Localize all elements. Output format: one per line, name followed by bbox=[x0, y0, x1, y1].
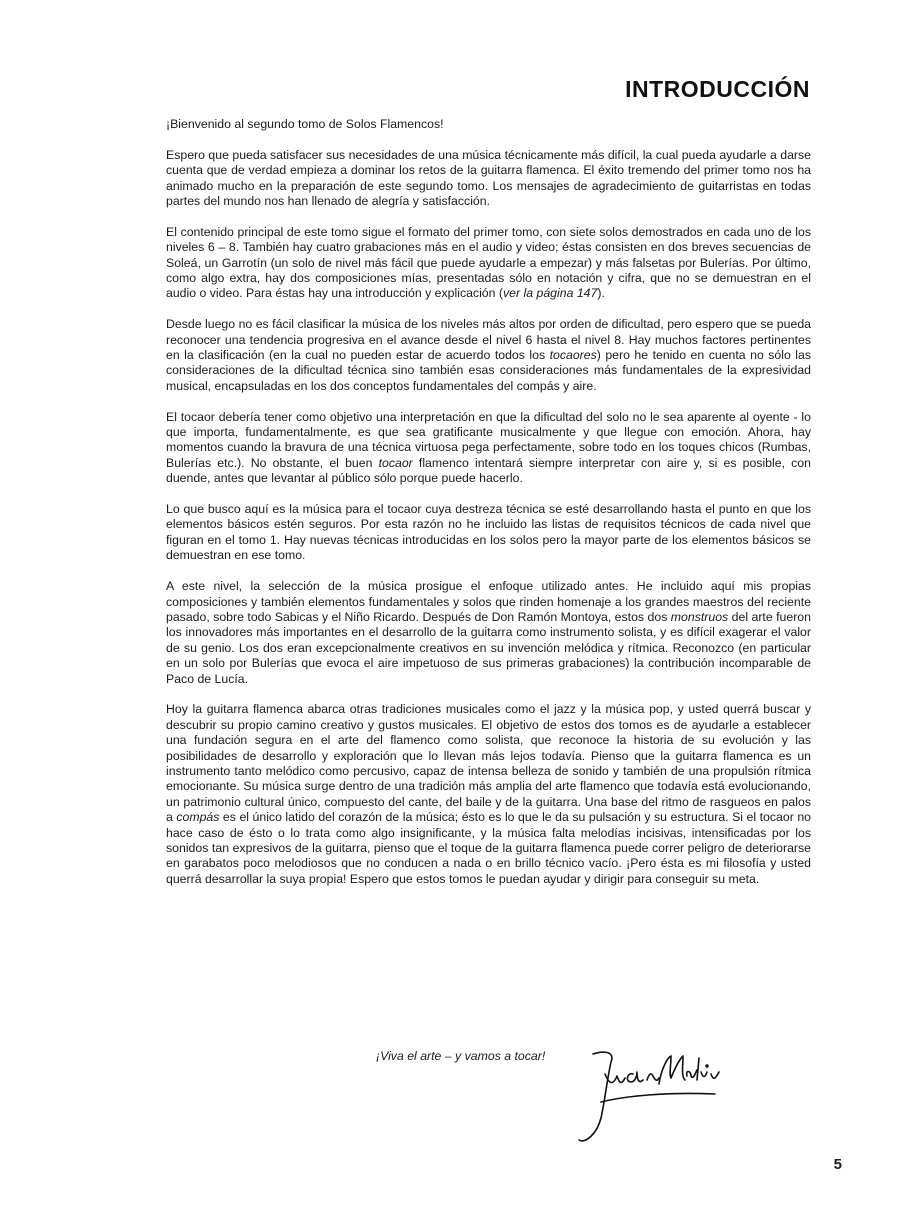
italic-run: monstruos bbox=[670, 609, 729, 624]
text-run: flamenco intentará siempre interpretar con aire y, si es posible, con duende, antes que levantar al público sólo porque puede hacerlo. bbox=[166, 455, 811, 486]
text-run: El tocaor debería tener como objetivo una interpretación en que la dificultad del solo no le sea aparente al oyente - lo que importa, fundamentalmente, es que sea gratificante musicalmente y que llegue con emoción. Ahora, hay momentos cuando la bravura de una técnica virtuosa pega perfectamente, sobre todo en los toques chicos (Rumbas, Bulerías etc.). No obstante, el buen bbox=[166, 409, 811, 470]
page-title: INTRODUCCIÓN bbox=[625, 76, 810, 102]
body-paragraph bbox=[166, 148, 811, 210]
body-paragraph bbox=[166, 225, 811, 302]
text-run: del arte fueron los innovadores más importantes en el desarrollo de la guitarra como instrumento solista, y es difícil exagerar el valor de su genio. Los dos eran excepcionalmente creativos en su invención melódica y rítmica. Reconozco (en particular en un solo por Bulerías que evoca el aire impetuoso de sus primeras grabaciones) la contribución incomparable de Paco de Lucía. bbox=[166, 609, 811, 686]
italic-run: ver la página 147 bbox=[503, 286, 598, 301]
text-run: El contenido principal de este tomo sigue el formato del primer tomo, con siete solos demostrados en cada uno de los niveles 6 – 8. También hay cuatro grabaciones más en el audio y video; éstas consisten en dos breves secuencias de Soleá, un Garrotín (un solo de nivel más fácil que puede ayudarle a empezar) y más falsetas por Bulerías. Por último, como algo extra, hay dos composiciones mías, presentadas sólo en notación y cifra, que no se demuestran en el audio o video. Para éstas hay una introducción y explicación ( bbox=[166, 224, 811, 301]
text-run: es el único latido del corazón de la música; ésto es lo que le da su pulsación y su estructura. Si el tocaor no hace caso de ésto o lo trata como algo insignificante, y la música falta melodías incisivas, intensificadas por los sonidos tan expresivos de la guitarra, pienso que el toque de la guitarra flamenca puede correr peligro de deteriorarse en garabatos poco melodiosos que no conducen a nada o en brillo técnico vacío. ¡Pero ésta es mi filosofía y usted querrá desarrollar la suya propia! Espero que estos tomos le puedan ayudar y dirigir para conseguir su meta. bbox=[166, 810, 811, 886]
text-run: Hoy la guitarra flamenca abarca otras tradiciones musicales como el jazz y la música pop, y usted querrá buscar y descubrir su propio camino creativo y gustos musicales. El objetivo de estos dos tomos es de ayudarle a establecer una fundación segura en el arte del flamenco como solista, que reconoce la historia de su evolución y las posibilidades de desarrollo y exploración que lo llevan más lejos todavía. Pienso que la guitarra flamenca es un instrumento tanto melódico como percusivo, capaz de intensa belleza de sonido y también de una propulsión rítmica emocionante. Su música surge dentro de una tradición más amplia del arte flamenco que todavía está evolucionando, un patrimonio cultural único, compuesto del cante, del baile y de la guitarra. Una base del ritmo de rasgueos en palos a bbox=[166, 702, 811, 825]
paragraph-list bbox=[166, 148, 811, 887]
body-paragraph bbox=[166, 579, 811, 687]
page-number: 5 bbox=[833, 1156, 842, 1173]
body-paragraph bbox=[166, 502, 811, 564]
body-paragraph bbox=[166, 410, 811, 487]
italic-run: compás bbox=[176, 810, 220, 825]
text-run: ). bbox=[597, 286, 605, 301]
text-run: A este nivel, la selección de la música prosigue el enfoque utilizado antes. He incluido aquí mis propias composiciones y también elementos fundamentales y solos que rinden homenaje a los grandes maestros del reciente pasado, sobre todo Sabicas y el Niño Ricardo. Después de Don Ramón Montoya, estos dos bbox=[166, 579, 811, 624]
body-text bbox=[166, 117, 811, 903]
italic-run: tocaor bbox=[378, 455, 413, 470]
italic-run: tocaores bbox=[549, 348, 597, 363]
body-paragraph bbox=[166, 317, 811, 394]
text-run: ) pero he tenido en cuenta no sólo las consideraciones de la dificultad técnica sino también esas consideraciones más fundamentales de la expresividad musical, encapsuladas en los dos conceptos fundamentales del compás y aire. bbox=[166, 348, 812, 393]
text-run: Desde luego no es fácil clasificar la música de los niveles más altos por orden de dificultad, pero espero que se pueda reconocer una tendencia progresiva en el avance desde el nivel 6 hasta el nivel 8. Hay muchos factores pertinentes en la clasificación (en la cual no pueden estar de acuerdo todos los bbox=[166, 317, 811, 363]
text-run: Espero que pueda satisfacer sus necesidades de una música técnicamente más difícil, la cual pueda ayudarle a darse cuenta que de verdad empieza a dominar los retos de la guitarra flamenca. El éxito tremendo del primer tomo nos ha animado mucho en la preparación de este segundo tomo. Los mensajes de agradecimiento de guitarristas en todas partes del mundo nos han llenado de alegría y satisfacción. bbox=[166, 147, 811, 209]
body-paragraph bbox=[166, 702, 811, 887]
closing-line: ¡Viva el arte – y vamos a tocar! bbox=[376, 1049, 546, 1063]
text-run: Lo que busco aquí es la música para el tocaor cuya destreza técnica se esté desarrollando hasta el punto en que los elementos básicos estén seguros. Por esta razón no he incluido las listas de requisitos técnicos de cada nivel que figuran en el tomo 1. Hay nuevas técnicas introducidas en los solos pero la mayor parte de los elementos básicos se demuestran en ese tomo. bbox=[166, 502, 811, 563]
greeting-paragraph: ¡Bienvenido al segundo tomo de Solos Flamencos! bbox=[166, 117, 444, 131]
signature-image bbox=[575, 1040, 725, 1150]
